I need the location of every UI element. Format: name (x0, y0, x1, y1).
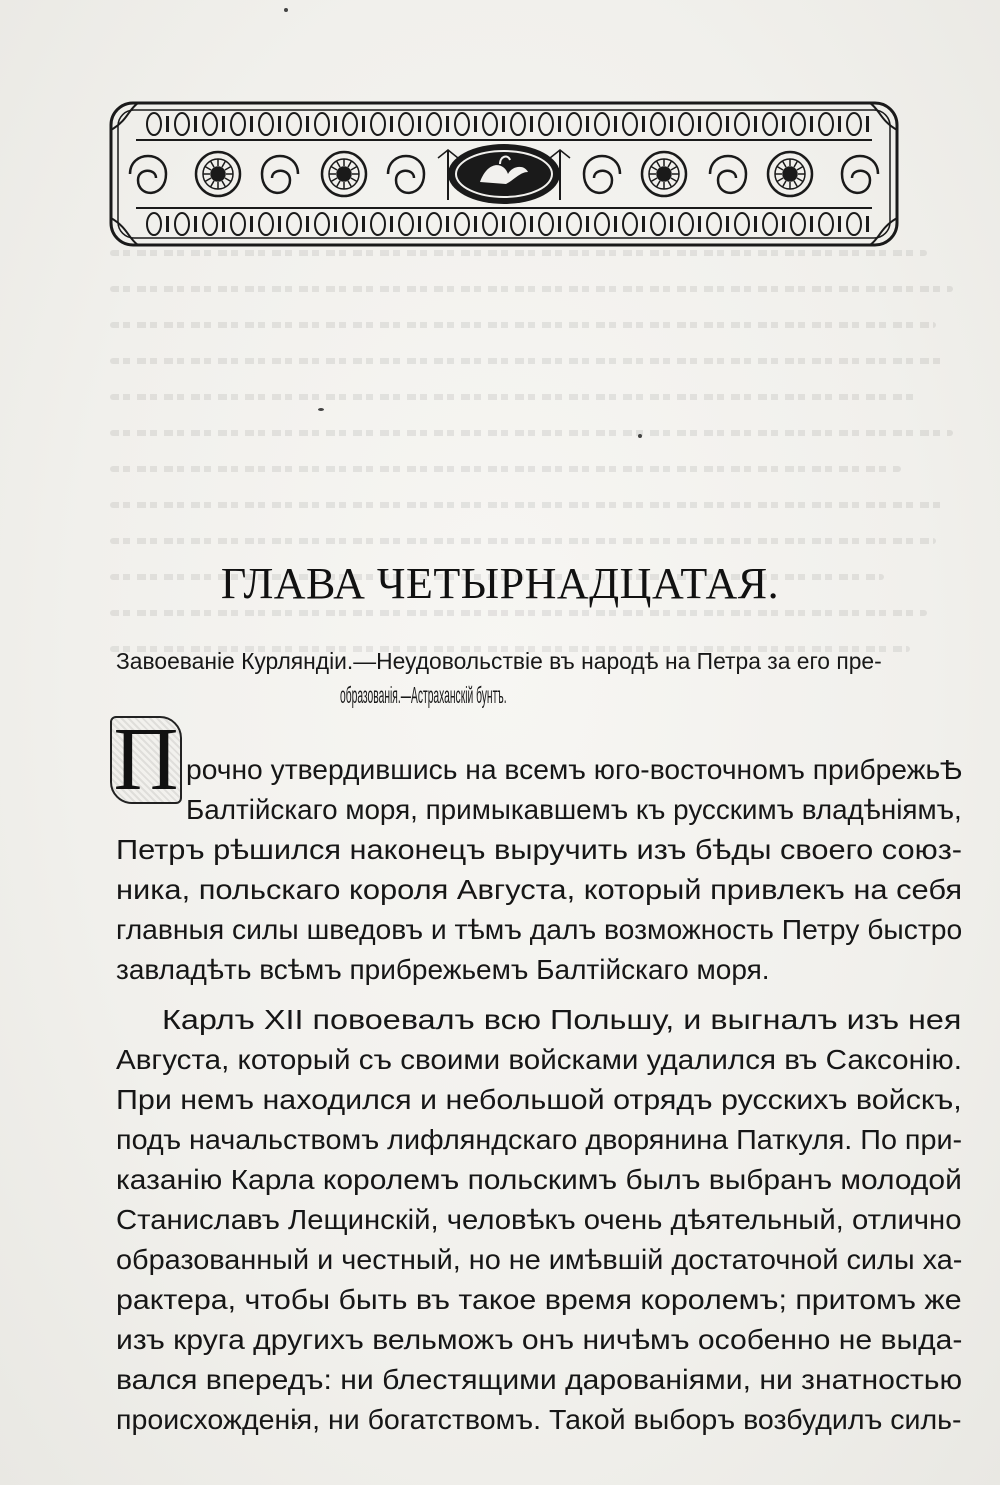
ornament-bead (511, 113, 525, 135)
ornament-dart (502, 116, 505, 132)
paragraph-line: казанію Карла королемъ польскимъ былъ выбранъ молодой (116, 1164, 962, 1195)
ornament-rosette-petal (797, 178, 803, 182)
ornament-bead (819, 113, 833, 135)
ornament-dart (222, 116, 225, 132)
ornament-dart (474, 216, 477, 232)
ornament-dart (782, 216, 785, 232)
ornament-rosette-petal (225, 178, 231, 182)
ornament-dart (642, 116, 645, 132)
ornament-dart (306, 216, 309, 232)
paragraph-line: Станиславъ Лещинскій, человѣкъ очень дѣятельный, отлично (116, 1204, 962, 1235)
paragraph-line: рочно утвердившись на всемъ юго-восточномъ прибрежьѢ (186, 754, 963, 785)
ornament-bead (343, 213, 357, 235)
ornament-rosette-petal (651, 178, 657, 182)
ornament-bead (679, 213, 693, 235)
paragraph-line: Петръ рѣшился наконецъ выручить изъ бѣды своего союз- (116, 834, 963, 865)
ornament-bead (679, 113, 693, 135)
ornament-bead (483, 113, 497, 135)
chapter-summary-line: Завоеваніе Курляндіи.—Неудовольствіе въ народѣ на Петра за его пре- (116, 648, 882, 674)
headpiece-ornament-icon (108, 100, 900, 248)
ornament-rosette-petal (671, 167, 677, 171)
ornament-bead (455, 213, 469, 235)
ornament-dart (222, 216, 225, 232)
ornament-dart (362, 116, 365, 132)
ornament-bead (483, 213, 497, 235)
ornament-dart (390, 116, 393, 132)
ornament-rosette-petal (337, 161, 341, 167)
ornament-bead (287, 213, 301, 235)
ornament-rosette-petal (777, 167, 783, 171)
ornament-bead (343, 113, 357, 135)
ornament-bead (763, 213, 777, 235)
ornament-rosette-petal (657, 181, 661, 187)
ornament-bead (455, 113, 469, 135)
ornament-dart (530, 116, 533, 132)
ornament-scroll (584, 156, 620, 193)
ornament-rosette-petal (205, 167, 211, 171)
ornament-rosette-petal (351, 167, 357, 171)
ornament-bead (651, 113, 665, 135)
ornament-bead (623, 213, 637, 235)
ornament-dart (194, 216, 197, 232)
drop-cap-initial: П (110, 716, 182, 804)
ink-speck (284, 8, 288, 12)
ornament-scroll (710, 156, 746, 193)
ink-speck (638, 434, 642, 438)
ornament-bead (735, 113, 749, 135)
paragraph-line: Августа, который съ своими войсками удалился въ Саксонію. (116, 1044, 962, 1075)
ornament-dart (670, 116, 673, 132)
ornament-rosette-petal (348, 181, 352, 187)
paragraph-line: завладѣть всѣмъ прибрежьемъ Балтійскаго моря. (116, 954, 770, 985)
paragraph-line: подъ начальствомъ лифляндскаго дворянина Паткуля. По при- (116, 1124, 963, 1155)
ornament-bead (567, 213, 581, 235)
ornament-bead (511, 213, 525, 235)
ornament-rosette-petal (657, 161, 661, 167)
ornament-dart (754, 216, 757, 232)
ornament-rosette-petal (668, 161, 672, 167)
ornament-bead (427, 113, 441, 135)
ornament-dart (838, 216, 841, 232)
paragraph-line: Карлъ XII повоевалъ всю Польшу, и выгналъ изъ нея (162, 1004, 962, 1035)
ornament-scroll (388, 156, 424, 193)
ornament-dart (530, 216, 533, 232)
ornament-bead (567, 113, 581, 135)
ornament-dart (866, 116, 869, 132)
ornament-dart (642, 216, 645, 232)
ornament-dart (278, 116, 281, 132)
ornament-bead (203, 213, 217, 235)
ornament-dart (250, 116, 253, 132)
ornament-bead (707, 213, 721, 235)
ornament-dart (586, 116, 589, 132)
ornament-bead (763, 113, 777, 135)
ornament-dart (166, 116, 169, 132)
ornament-dart (446, 216, 449, 232)
ornament-bead (371, 113, 385, 135)
ornament-bead (539, 213, 553, 235)
ornament-bead (819, 213, 833, 235)
ornament-scroll (130, 156, 166, 193)
ornament-rosette (211, 167, 225, 181)
ornament-dart (698, 116, 701, 132)
ornament-bead (399, 113, 413, 135)
ornament-rosette-petal (794, 181, 798, 187)
ornament-rosette-petal (211, 181, 215, 187)
ornament-dart (250, 216, 253, 232)
ornament-rosette-petal (351, 178, 357, 182)
ornament-bead (707, 113, 721, 135)
paragraph-line: вался впередъ: ни блестящими дарованіями, ни знатностью (116, 1364, 963, 1395)
ornament-bead (175, 113, 189, 135)
ornament-dart (278, 216, 281, 232)
ornament-bead (539, 113, 553, 135)
ornament-dart (698, 216, 701, 232)
paragraph-line: ника, польскаго короля Августа, который привлекъ на себя (116, 874, 963, 905)
ornament-dart (838, 116, 841, 132)
ornament-dart (418, 216, 421, 232)
ornament-rosette-petal (222, 161, 226, 167)
ornament-bead (231, 113, 245, 135)
ornament-rosette-petal (797, 167, 803, 171)
ornament-dart (166, 216, 169, 232)
ornament-bead (203, 113, 217, 135)
ornament-bead (595, 213, 609, 235)
ornament-rosette-petal (331, 178, 337, 182)
ink-speck (318, 408, 324, 411)
ornament-dart (558, 116, 561, 132)
ornament-bead (315, 213, 329, 235)
ornament-bead (287, 113, 301, 135)
ornament-bead (259, 213, 273, 235)
ornament-dart (558, 216, 561, 232)
ornament-bead (427, 213, 441, 235)
ornament-bead (651, 213, 665, 235)
ornament-rosette-petal (337, 181, 341, 187)
ornament-dart (754, 116, 757, 132)
ornament-dart (782, 116, 785, 132)
ornament-rosette-petal (211, 161, 215, 167)
ornament-bead (399, 213, 413, 235)
ornament-dart (474, 116, 477, 132)
ornament-rosette (337, 167, 351, 181)
ornament-dart (446, 116, 449, 132)
ornament-dart (362, 216, 365, 232)
chapter-title: ГЛАВА ЧЕТЫРНАДЦАТАЯ. (220, 559, 780, 608)
ornament-dart (726, 116, 729, 132)
ornament-bead (847, 113, 861, 135)
ornament-dart (390, 216, 393, 232)
ornament-bead (735, 213, 749, 235)
ornament-rosette-petal (783, 161, 787, 167)
ornament-dart (866, 216, 869, 232)
ornament-dart (726, 216, 729, 232)
ornament-rosette-petal (205, 178, 211, 182)
ornament-scroll (842, 156, 878, 193)
ornament-rosette (783, 167, 797, 181)
ornament-bead (847, 213, 861, 235)
ornament-scroll (262, 156, 298, 193)
paragraph-line: рактера, чтобы быть въ такое время королемъ; притомъ же (116, 1284, 962, 1315)
paragraph-line: изъ круга другихъ вельможъ онъ ничѣмъ особенно не выда- (116, 1324, 963, 1355)
ornament-bead (175, 213, 189, 235)
ornament-dart (194, 116, 197, 132)
ornament-dart (502, 216, 505, 232)
ornament-dart (670, 216, 673, 232)
ornament-dart (306, 116, 309, 132)
ornament-rosette-petal (651, 167, 657, 171)
ornament-rosette-petal (331, 167, 337, 171)
ornament-rosette-petal (348, 161, 352, 167)
chapter-summary-line: образованія.—Астраханскій бунтъ. (340, 682, 507, 708)
ornament-rosette-petal (222, 181, 226, 187)
ornament-bead (595, 113, 609, 135)
ornament-rosette-petal (671, 178, 677, 182)
ornament-bead (315, 113, 329, 135)
ornament-dart (334, 116, 337, 132)
ornament-dart (810, 116, 813, 132)
ornament-dart (810, 216, 813, 232)
paragraph-line: происхожденія, ни богатствомъ. Такой выборъ возбудилъ силь- (116, 1404, 962, 1435)
ornament-rosette-petal (794, 161, 798, 167)
ornament-bead (371, 213, 385, 235)
ornament-bead (791, 113, 805, 135)
paragraph-line: Балтійскаго моря, примыкавшемъ къ русскимъ владѣніямъ, (186, 794, 962, 825)
ornament-dart (614, 116, 617, 132)
ornament-bead (259, 113, 273, 135)
ornament-rosette-petal (225, 167, 231, 171)
ornament-bead (791, 213, 805, 235)
ornament-rosette-petal (777, 178, 783, 182)
ornament-bead (147, 113, 161, 135)
ornament-bead (147, 213, 161, 235)
ornament-bead (623, 113, 637, 135)
ornament-dart (334, 216, 337, 232)
paragraph-line: образованный и честный, но не имѣвшій достаточной силы ха- (116, 1244, 963, 1275)
ornament-rosette-petal (668, 181, 672, 187)
paragraph-line: При немъ находился и небольшой отрядъ русскихъ войскъ, (116, 1084, 962, 1115)
ornament-dart (586, 216, 589, 232)
ornament-dart (614, 216, 617, 232)
ornament-rosette-petal (783, 181, 787, 187)
ornament-dart (418, 116, 421, 132)
paragraph-line: главныя силы шведовъ и тѣмъ далъ возможность Петру быстро (116, 914, 963, 945)
ornament-rosette (657, 167, 671, 181)
ornament-bead (231, 213, 245, 235)
